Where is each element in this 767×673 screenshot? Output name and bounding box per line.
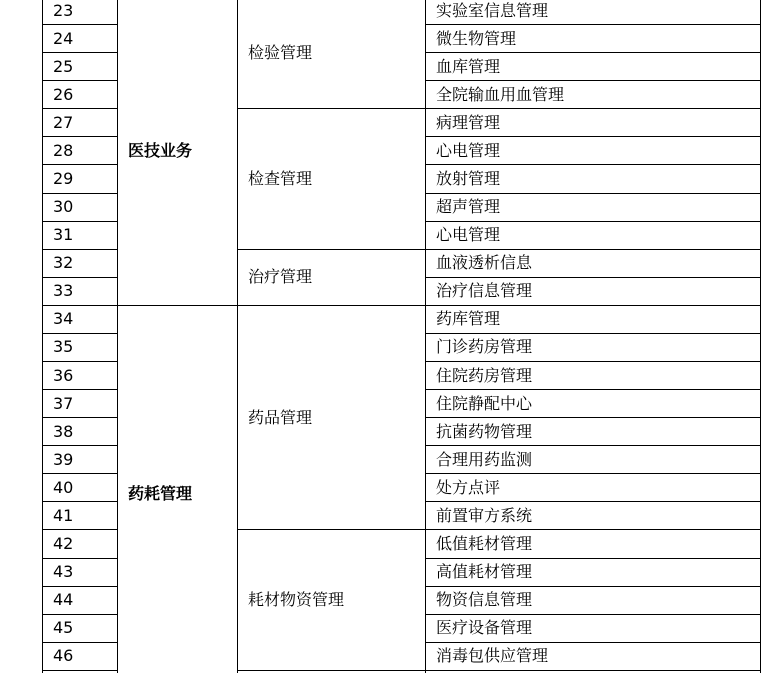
- module-item-cell: 低值耗材管理: [426, 530, 761, 558]
- row-number-cell: 25: [43, 53, 118, 81]
- row-number-cell: 28: [43, 137, 118, 165]
- row-number-cell: 35: [43, 333, 118, 361]
- module-item-cell: 抗菌药物管理: [426, 418, 761, 446]
- module-item-cell: 物资信息管理: [426, 586, 761, 614]
- module-item-cell: 处方点评: [426, 474, 761, 502]
- row-number-cell: 30: [43, 193, 118, 221]
- module-item-cell: 实验室信息管理: [426, 0, 761, 25]
- module-item-cell: 放射管理: [426, 165, 761, 193]
- module-table-body: [43, 0, 761, 673]
- category-cell: 药耗管理: [118, 305, 238, 673]
- row-number-cell: 23: [43, 0, 118, 25]
- module-item-cell: 心电管理: [426, 221, 761, 249]
- table-row: [43, 305, 761, 333]
- module-item-cell: 合理用药监测: [426, 446, 761, 474]
- module-item-cell: 血液透析信息: [426, 249, 761, 277]
- subcategory-cell: 检验管理: [238, 0, 426, 109]
- row-number-cell: 27: [43, 109, 118, 137]
- row-number-cell: 34: [43, 305, 118, 333]
- row-number-cell: 41: [43, 502, 118, 530]
- row-number-cell: 43: [43, 558, 118, 586]
- row-number-cell: 40: [43, 474, 118, 502]
- table-row: [43, 0, 761, 25]
- row-number-cell: 29: [43, 165, 118, 193]
- module-item-cell: 消毒包供应管理: [426, 642, 761, 670]
- row-number-cell: 45: [43, 614, 118, 642]
- module-item-cell: 高值耗材管理: [426, 558, 761, 586]
- row-number-cell: 44: [43, 586, 118, 614]
- subcategory-cell: 治疗管理: [238, 249, 426, 305]
- module-table: [42, 0, 761, 673]
- row-number-cell: 42: [43, 530, 118, 558]
- row-number-cell: 31: [43, 221, 118, 249]
- row-number-cell: 24: [43, 25, 118, 53]
- row-number-cell: 26: [43, 81, 118, 109]
- module-item-cell: 心电管理: [426, 137, 761, 165]
- subcategory-cell: 药品管理: [238, 305, 426, 530]
- subcategory-cell: 耗材物资管理: [238, 530, 426, 670]
- module-item-cell: 血库管理: [426, 53, 761, 81]
- module-item-cell: 全院输血用血管理: [426, 81, 761, 109]
- module-item-cell: 药库管理: [426, 305, 761, 333]
- module-item-cell: 超声管理: [426, 193, 761, 221]
- module-item-cell: 医疗设备管理: [426, 614, 761, 642]
- module-item-cell: 门诊药房管理: [426, 333, 761, 361]
- row-number-cell: 37: [43, 390, 118, 418]
- module-item-cell: 住院药房管理: [426, 362, 761, 390]
- subcategory-cell: 检查管理: [238, 109, 426, 249]
- module-item-cell: 前置审方系统: [426, 502, 761, 530]
- module-item-cell: 治疗信息管理: [426, 277, 761, 305]
- row-number-cell: 46: [43, 642, 118, 670]
- row-number-cell: 36: [43, 362, 118, 390]
- row-number-cell: 38: [43, 418, 118, 446]
- row-number-cell: 32: [43, 249, 118, 277]
- category-cell: 医技业务: [118, 0, 238, 305]
- row-number-cell: 39: [43, 446, 118, 474]
- row-number-cell: 33: [43, 277, 118, 305]
- module-item-cell: 病理管理: [426, 109, 761, 137]
- module-item-cell: 微生物管理: [426, 25, 761, 53]
- module-item-cell: 住院静配中心: [426, 390, 761, 418]
